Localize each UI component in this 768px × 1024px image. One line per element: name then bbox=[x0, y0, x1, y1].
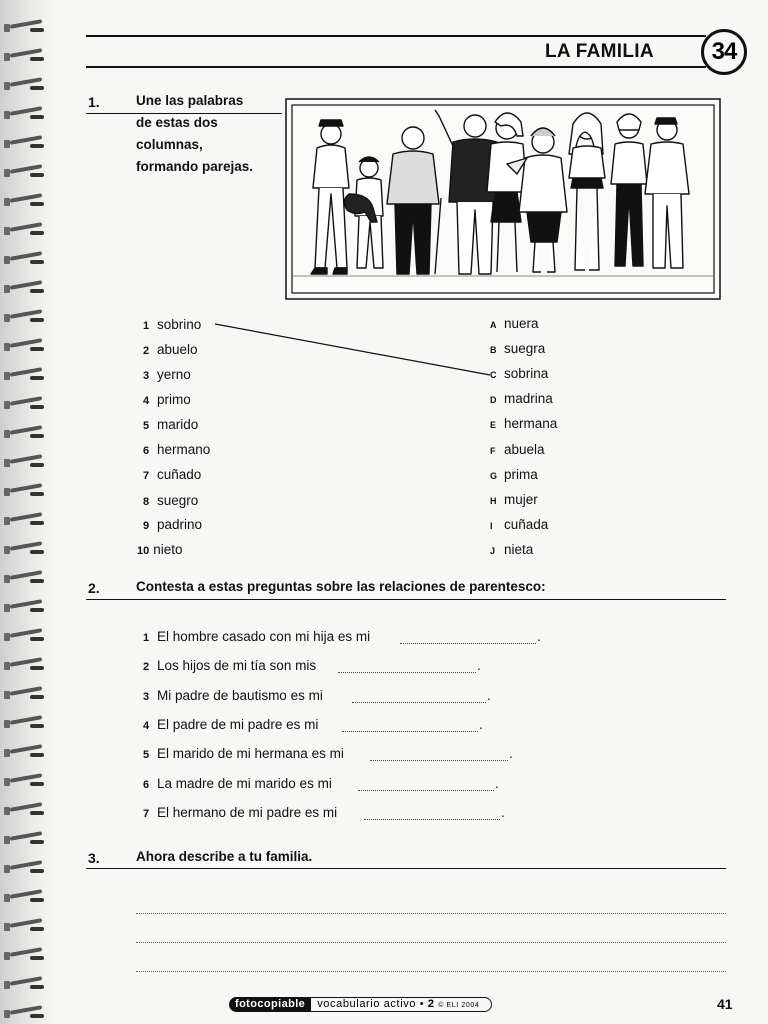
binding-coil bbox=[4, 921, 44, 933]
header-bottom-rule bbox=[86, 66, 706, 68]
family-illustration bbox=[285, 98, 721, 300]
binding-coil bbox=[4, 254, 44, 266]
question-period: . bbox=[479, 717, 483, 732]
binding-coil bbox=[4, 196, 44, 208]
photocopiable-label: fotocopiable bbox=[229, 997, 311, 1012]
writing-line[interactable] bbox=[136, 913, 726, 914]
left-column-item: 6 hermano bbox=[143, 442, 211, 457]
left-column-item: 4 primo bbox=[143, 392, 191, 407]
left-column-item: 5 marido bbox=[143, 417, 199, 432]
exercise-1-instruction-line: de estas dos bbox=[136, 115, 218, 130]
left-column-item: 1 sobrino bbox=[143, 317, 202, 332]
binding-coil bbox=[4, 428, 44, 440]
binding-coil bbox=[4, 457, 44, 469]
answer-blank[interactable] bbox=[338, 672, 476, 673]
exercise-1-number: 1. bbox=[88, 94, 100, 110]
series-label: vocabulario activo • 2 © ELI 2004 bbox=[311, 997, 492, 1012]
binding-coil bbox=[4, 283, 44, 295]
binding-coil bbox=[4, 1008, 44, 1020]
answer-blank[interactable] bbox=[364, 819, 500, 820]
right-column-item: C sobrina bbox=[490, 366, 549, 381]
question-period: . bbox=[477, 658, 481, 673]
binding-coil bbox=[4, 689, 44, 701]
question-period: . bbox=[487, 688, 491, 703]
question-item: 6 La madre de mi marido es mi bbox=[143, 776, 332, 791]
right-column-item: I cuñada bbox=[490, 517, 549, 532]
exercise-1-instruction-line: Une las palabras bbox=[136, 93, 244, 108]
binding-coil bbox=[4, 863, 44, 875]
binding-coil bbox=[4, 747, 44, 759]
binding-coil bbox=[4, 22, 44, 34]
exercise-2-number: 2. bbox=[88, 580, 100, 596]
binding-coil bbox=[4, 573, 44, 585]
binding-coil bbox=[4, 370, 44, 382]
binding-coil bbox=[4, 167, 44, 179]
binding-coil bbox=[4, 515, 44, 527]
exercise-3-rule bbox=[86, 868, 726, 869]
binding-coil bbox=[4, 631, 44, 643]
question-period: . bbox=[509, 746, 513, 761]
question-period: . bbox=[495, 776, 499, 791]
binding-coil bbox=[4, 950, 44, 962]
binding-coil bbox=[4, 718, 44, 730]
writing-line[interactable] bbox=[136, 971, 726, 972]
right-column-item: G prima bbox=[490, 467, 538, 482]
question-item: 3 Mi padre de bautismo es mi bbox=[143, 688, 323, 703]
binding-coil bbox=[4, 51, 44, 63]
binding-coil bbox=[4, 660, 44, 672]
left-column-item: 2 abuelo bbox=[143, 342, 198, 357]
binding-coil bbox=[4, 80, 44, 92]
answer-blank[interactable] bbox=[400, 643, 536, 644]
binding-coil bbox=[4, 805, 44, 817]
exercise-3-number: 3. bbox=[88, 850, 100, 866]
question-item: 1 El hombre casado con mi hija es mi bbox=[143, 629, 371, 644]
page-title: LA FAMILIA bbox=[545, 41, 654, 62]
spiral-binding bbox=[0, 0, 56, 1024]
binding-coil bbox=[4, 138, 44, 150]
exercise-2-rule bbox=[86, 599, 726, 600]
binding-coil bbox=[4, 225, 44, 237]
question-item: 7 El hermano de mi padre es mi bbox=[143, 805, 338, 820]
binding-coil bbox=[4, 602, 44, 614]
unit-number-badge: 34 bbox=[701, 29, 747, 75]
right-column-item: E hermana bbox=[490, 416, 558, 431]
answer-blank[interactable] bbox=[342, 731, 478, 732]
right-column-item: F abuela bbox=[490, 442, 545, 457]
binding-coil bbox=[4, 979, 44, 991]
binding-coil bbox=[4, 341, 44, 353]
binding-coil bbox=[4, 109, 44, 121]
left-column-item: 7 cuñado bbox=[143, 467, 202, 482]
binding-coil bbox=[4, 486, 44, 498]
question-item: 4 El padre de mi padre es mi bbox=[143, 717, 319, 732]
footer-badge bbox=[229, 996, 492, 1012]
answer-blank[interactable] bbox=[358, 790, 494, 791]
exercise-3-instruction: Ahora describe a tu familia. bbox=[136, 849, 313, 864]
question-period: . bbox=[501, 805, 505, 820]
exercise-1-instruction-line: columnas, bbox=[136, 137, 203, 152]
right-column-item: J nieta bbox=[490, 542, 534, 557]
question-item: 5 El marido de mi hermana es mi bbox=[143, 746, 344, 761]
answer-blank[interactable] bbox=[352, 702, 486, 703]
header-top-rule bbox=[86, 35, 706, 37]
binding-coil bbox=[4, 776, 44, 788]
writing-line[interactable] bbox=[136, 942, 726, 943]
question-item: 2 Los hijos de mi tía son mis bbox=[143, 658, 317, 673]
binding-coil bbox=[4, 834, 44, 846]
right-column-item: A nuera bbox=[490, 316, 539, 331]
left-column-item: 10 nieto bbox=[137, 542, 183, 557]
page-number: 41 bbox=[717, 996, 733, 1012]
left-column-item: 9 padrino bbox=[143, 517, 203, 532]
right-column-item: B suegra bbox=[490, 341, 546, 356]
binding-coil bbox=[4, 399, 44, 411]
exercise-1-instruction-line: formando parejas. bbox=[136, 159, 254, 174]
right-column-item: H mujer bbox=[490, 492, 538, 507]
answer-blank[interactable] bbox=[370, 760, 508, 761]
right-column-item: D madrina bbox=[490, 391, 553, 406]
left-column-item: 8 suegro bbox=[143, 493, 199, 508]
question-period: . bbox=[537, 629, 541, 644]
binding-coil bbox=[4, 312, 44, 324]
left-column-item: 3 yerno bbox=[143, 367, 191, 382]
exercise-2-instruction: Contesta a estas preguntas sobre las relaciones de parentesco: bbox=[136, 579, 546, 594]
binding-coil bbox=[4, 544, 44, 556]
binding-coil bbox=[4, 892, 44, 904]
